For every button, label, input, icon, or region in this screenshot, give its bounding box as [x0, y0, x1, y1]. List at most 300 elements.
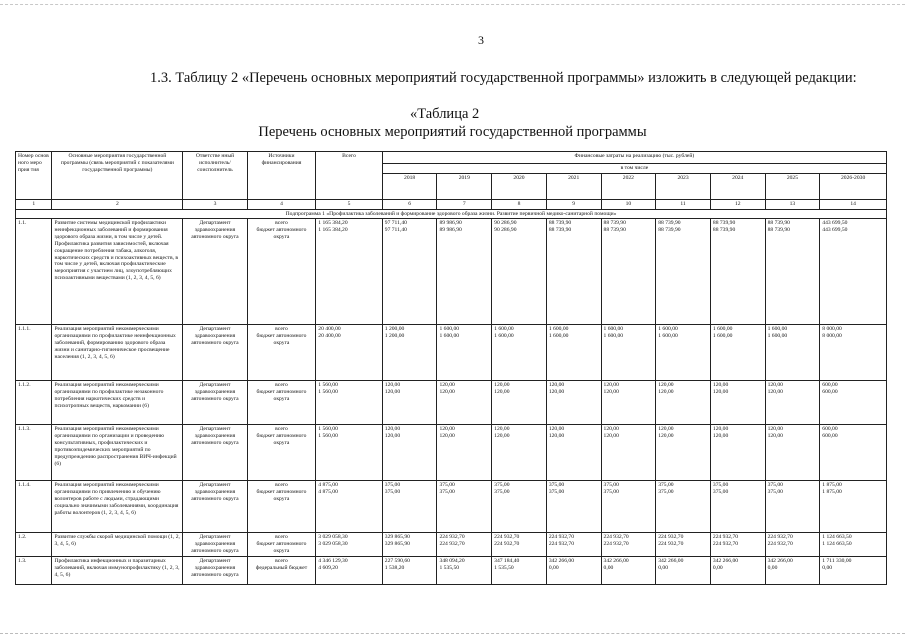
value-budget: 90 286,90: [494, 227, 517, 234]
value-total: [316, 533, 382, 557]
value-budget: 375,00: [767, 489, 783, 496]
measure-name: Развитие системы медицинской профилактики неинфекционных заболеваний и формирования здорового образа жизни, в том числе у детей. Профилактика развития зависимостей, включая сокращение потребления табака, алкоголя, наркотических средств и психоактивных веществ, в том числе у детей, включая профилактические мероприятия с участием лиц, злоупотребляющих психоактивными веществами (1, 2, 3, 4, 5, 6): [52, 219, 183, 325]
value-total: [316, 219, 382, 325]
value-budget: 120,00: [494, 433, 510, 440]
value-total: [316, 381, 382, 425]
measures-table: [15, 151, 887, 585]
value-budget: 88 739,90: [658, 227, 681, 234]
value-budget: 120,00: [712, 389, 729, 396]
value-all-sources: 1 711 330,00: [822, 558, 852, 565]
value-year: [437, 325, 492, 381]
value-budget: 8 000,00: [822, 333, 842, 340]
value-budget: 1 560,00: [318, 433, 338, 440]
measure-number: 1.1.1.: [16, 325, 52, 381]
value-budget: 1 600,00: [494, 333, 514, 340]
table-row: [16, 533, 887, 557]
value-all-sources: 443 699,50: [822, 220, 848, 227]
source-total-label: всего: [275, 382, 288, 389]
value-budget: 1 538,20: [384, 565, 405, 572]
value-year: [656, 533, 711, 557]
measure-executor: Департамент здравоохранения автономного округа: [183, 325, 247, 381]
value-all-sources: 375,00: [658, 482, 674, 489]
value-year: [656, 481, 711, 533]
measure-name: Реализация мероприятий некоммерческими организациями по привлечению и обучению волонтеров работе с людьми, страдающими социально значимыми заболеваниями, координация работы волонтеров (1, 2, 3, 4, 5, 6): [52, 481, 183, 533]
value-all-sources: 120,00: [603, 426, 619, 433]
value-year: [710, 481, 765, 533]
value-year: [710, 557, 765, 585]
header-financial: Финансовые затраты на реализацию (тыс. рублей): [382, 152, 886, 164]
value-all-sources: 120,00: [384, 382, 401, 389]
value-budget: 224 932,70: [603, 541, 629, 548]
subprogram-row: [16, 209, 887, 219]
value-year: [765, 557, 820, 585]
value-budget: 0,00: [603, 565, 614, 572]
value-year: [382, 533, 437, 557]
value-all-sources: 88 739,90: [603, 220, 626, 227]
value-budget: 88 739,90: [712, 227, 736, 234]
header-num: Номер основ ного меро прия тия: [16, 152, 52, 200]
value-year: [382, 557, 437, 585]
year-2024: 2024: [710, 173, 765, 199]
value-budget: 4 875,00: [318, 489, 338, 496]
value-budget: 375,00: [548, 489, 565, 496]
value-all-sources: 1 124 663,50: [822, 534, 852, 541]
value-budget: 4 609,20: [318, 565, 338, 572]
value-year: [437, 381, 492, 425]
value-all-sources: 375,00: [548, 482, 565, 489]
value-budget: 20 400,00: [318, 333, 341, 340]
value-budget: 120,00: [548, 433, 565, 440]
value-budget: 120,00: [439, 389, 455, 396]
value-all-sources: 227 590,60: [384, 558, 410, 565]
value-all-sources: 120,00: [384, 426, 401, 433]
table-row: [16, 381, 887, 425]
year-2019: 2019: [437, 173, 492, 199]
value-all-sources: 120,00: [658, 382, 674, 389]
value-all-sources: 342 266,00: [658, 558, 684, 565]
table-label: «Таблица 2: [410, 106, 480, 122]
value-budget: 375,00: [439, 489, 455, 496]
measure-number: 1.3.: [16, 557, 52, 585]
value-year: [601, 557, 656, 585]
value-year: [492, 381, 547, 425]
value-year: [382, 425, 437, 481]
value-year: [765, 219, 820, 325]
source-budget-label: бюджет автономного округа: [256, 541, 307, 555]
value-all-sources: 88 739,90: [767, 220, 790, 227]
header-total: Всего: [316, 152, 382, 200]
value-budget: 375,00: [384, 489, 401, 496]
source-budget-label: бюджет автономного округа: [256, 389, 307, 403]
value-year: [546, 533, 601, 557]
value-budget: 88 739,90: [767, 227, 790, 234]
value-year: [492, 481, 547, 533]
value-year: [437, 533, 492, 557]
value-all-sources: 224 932,70: [658, 534, 684, 541]
value-budget: 224 932,70: [767, 541, 793, 548]
year-2022: 2022: [601, 173, 656, 199]
col-index: 13: [765, 199, 820, 209]
value-budget: 120,00: [384, 433, 401, 440]
value-year: [492, 533, 547, 557]
value-year: [820, 533, 887, 557]
value-year: [710, 381, 765, 425]
measure-number: 1.1.: [16, 219, 52, 325]
value-all-sources: 88 739,90: [712, 220, 736, 227]
value-year: [492, 325, 547, 381]
col-index: 11: [656, 199, 711, 209]
value-year: [710, 219, 765, 325]
value-budget: 120,00: [548, 389, 565, 396]
value-year: [820, 557, 887, 585]
source-total-label: всего: [275, 326, 288, 333]
value-year: [710, 425, 765, 481]
measure-executor: Департамент здравоохранения автономного округа: [183, 381, 247, 425]
value-all-sources: 224 932,70: [494, 534, 520, 541]
value-budget: 120,00: [603, 433, 619, 440]
value-budget: 600,00: [822, 389, 838, 396]
value-all-sources: 1 600,00: [712, 326, 733, 333]
source-total-label: всего: [275, 220, 288, 227]
value-budget: 88 739,90: [548, 227, 572, 234]
measure-name: Профилактика инфекционных и паразитарных заболеваний, включая иммунопрофилактику (1, 2, 3, 4, 5, 6): [52, 557, 183, 585]
value-year: [546, 481, 601, 533]
value-all-sources: 375,00: [712, 482, 729, 489]
source-budget-label: бюджет автономного округа: [256, 227, 307, 241]
value-all-sources: 89 986,90: [439, 220, 462, 227]
value-all-sources: 1 600,00: [494, 326, 514, 333]
value-year: [546, 557, 601, 585]
table-row: [16, 481, 887, 533]
value-budget: 88 739,90: [603, 227, 626, 234]
value-all-sources: 120,00: [494, 426, 510, 433]
value-budget: 375,00: [603, 489, 619, 496]
value-all-sources: 88 739,90: [658, 220, 681, 227]
value-budget: 0,00: [822, 565, 833, 572]
value-all-sources: 97 711,40: [384, 220, 407, 227]
measure-name: Реализация мероприятий некоммерческими организациями по профилактике незаконного потребления наркотических средств и психотропных веществ, наркомании (6): [52, 381, 183, 425]
value-budget: 3 029 058,30: [318, 541, 348, 548]
value-year: [601, 481, 656, 533]
value-budget: 224 932,70: [494, 541, 520, 548]
value-year: [437, 481, 492, 533]
value-all-sources: 120,00: [439, 382, 455, 389]
value-all-sources: 375,00: [384, 482, 401, 489]
funding-source: [247, 219, 316, 325]
value-all-sources: 120,00: [494, 382, 510, 389]
measure-executor: Департамент здравоохранения автономного округа: [183, 481, 247, 533]
source-total-label: всего: [275, 558, 288, 565]
value-budget: 329 865,90: [384, 541, 410, 548]
source-budget-label: бюджет автономного округа: [256, 489, 307, 503]
value-budget: 1 600,00: [712, 333, 733, 340]
value-all-sources: 88 739,90: [548, 220, 572, 227]
value-budget: 1 600,00: [658, 333, 678, 340]
value-all-sources: 120,00: [548, 426, 565, 433]
value-budget: 443 699,50: [822, 227, 848, 234]
value-year: [492, 425, 547, 481]
value-all-sources: 347 184,40: [494, 558, 520, 565]
value-total: [316, 481, 382, 533]
value-year: [765, 425, 820, 481]
year-2021: 2021: [546, 173, 601, 199]
value-all-sources: 1 600,00: [658, 326, 678, 333]
value-budget: 224 932,70: [658, 541, 684, 548]
measure-name: Развитие службы скорой медицинской помощи (1, 2, 3, 4, 5, 6): [52, 533, 183, 557]
value-year: [382, 381, 437, 425]
value-all-sources: 4 346 129,30: [318, 558, 348, 565]
value-budget: 224 932,70: [439, 541, 465, 548]
value-budget: 375,00: [494, 489, 510, 496]
header-row: [16, 152, 887, 164]
value-year: [382, 219, 437, 325]
value-all-sources: 342 266,00: [712, 558, 739, 565]
value-year: [765, 381, 820, 425]
table-row: [16, 557, 887, 585]
value-budget: 1 535,50: [439, 565, 460, 572]
value-budget: 120,00: [384, 389, 401, 396]
header-including: в том числе: [382, 164, 886, 174]
measure-executor: Департамент здравоохранения автономного округа: [183, 219, 247, 325]
measure-number: 1.1.2.: [16, 381, 52, 425]
value-budget: 375,00: [658, 489, 674, 496]
value-year: [656, 425, 711, 481]
page-top-edge: [0, 4, 905, 5]
col-index: 10: [601, 199, 656, 209]
value-year: [382, 325, 437, 381]
value-all-sources: 1 600,00: [603, 326, 624, 333]
value-budget: 120,00: [712, 433, 729, 440]
value-year: [546, 381, 601, 425]
value-all-sources: 375,00: [603, 482, 619, 489]
col-index: 9: [546, 199, 601, 209]
value-year: [546, 325, 601, 381]
subprogram-title: Подпрограмма 1 «Профилактика заболеваний и формирование здорового образа жизни. Развитие первичной медико-санитарной помощи»: [16, 209, 887, 219]
col-index: 2: [52, 199, 183, 209]
value-budget: 0,00: [712, 565, 723, 572]
value-year: [710, 325, 765, 381]
value-all-sources: 3 029 058,30: [318, 534, 348, 541]
value-all-sources: 1 600,00: [767, 326, 788, 333]
funding-source: [247, 533, 316, 557]
value-all-sources: 1 560,00: [318, 426, 338, 433]
column-index-row: [16, 199, 887, 209]
value-budget: 1 200,00: [384, 333, 405, 340]
value-year: [601, 219, 656, 325]
value-all-sources: 120,00: [658, 426, 674, 433]
col-index: 5: [316, 199, 382, 209]
value-budget: 120,00: [603, 389, 619, 396]
value-total: [316, 425, 382, 481]
col-index: 12: [710, 199, 765, 209]
value-all-sources: 8 000,00: [822, 326, 842, 333]
value-year: [765, 533, 820, 557]
value-all-sources: 600,00: [822, 382, 838, 389]
value-all-sources: 120,00: [712, 426, 729, 433]
value-all-sources: 600,00: [822, 426, 838, 433]
col-index: 6: [382, 199, 437, 209]
value-year: [820, 481, 887, 533]
value-budget: 1 560,00: [318, 389, 338, 396]
source-budget-label: бюджет автономного округа: [256, 433, 307, 447]
value-all-sources: 20 400,00: [318, 326, 341, 333]
col-index: 8: [492, 199, 547, 209]
value-year: [437, 219, 492, 325]
value-budget: 1 535,50: [494, 565, 514, 572]
value-budget: 97 711,40: [384, 227, 407, 234]
table-title: Перечень основных мероприятий государственной программы: [258, 124, 647, 140]
value-budget: 120,00: [439, 433, 455, 440]
value-budget: 1 875,00: [822, 489, 842, 496]
value-all-sources: 224 932,70: [548, 534, 574, 541]
value-all-sources: 1 560,00: [318, 382, 338, 389]
value-all-sources: 1 600,00: [439, 326, 460, 333]
value-year: [492, 219, 547, 325]
col-index: 1: [16, 199, 52, 209]
source-total-label: всего: [275, 482, 288, 489]
value-budget: 1 124 663,50: [822, 541, 852, 548]
measure-executor: Департамент здравоохранения автономного округа: [183, 533, 247, 557]
value-all-sources: 120,00: [603, 382, 619, 389]
value-all-sources: 342 266,00: [767, 558, 793, 565]
value-all-sources: 120,00: [767, 426, 783, 433]
value-year: [601, 533, 656, 557]
table-row: [16, 425, 887, 481]
year-2026-2030: 2026-2030: [820, 173, 887, 199]
table-row: [16, 219, 887, 325]
measure-name: Реализация мероприятий некоммерческими организациями по организации и проведению консультативных, профилактических и противоэпидемических мероприятий по предупреждению распространения ВИЧ-инфекций (6): [52, 425, 183, 481]
value-all-sources: 342 266,00: [548, 558, 574, 565]
value-budget: 1 600,00: [767, 333, 788, 340]
year-2018: 2018: [382, 173, 437, 199]
page-bottom-edge: [0, 633, 905, 634]
value-year: [437, 557, 492, 585]
value-budget: 0,00: [767, 565, 778, 572]
source-budget-label: федеральный бюджет: [255, 565, 308, 572]
value-year: [382, 481, 437, 533]
value-year: [820, 325, 887, 381]
col-index: 3: [183, 199, 247, 209]
value-year: [710, 533, 765, 557]
measure-number: 1.2.: [16, 533, 52, 557]
header-executor: Ответстве нный исполнитель/ соисполнитель: [183, 152, 247, 200]
funding-source: [247, 381, 316, 425]
value-all-sources: 1 200,00: [384, 326, 405, 333]
value-all-sources: 120,00: [712, 382, 729, 389]
value-all-sources: 224 932,70: [603, 534, 629, 541]
year-2025: 2025: [765, 173, 820, 199]
value-budget: 120,00: [658, 389, 674, 396]
value-all-sources: 224 932,70: [767, 534, 793, 541]
value-budget: 224 932,70: [548, 541, 574, 548]
value-year: [765, 325, 820, 381]
value-budget: 0,00: [658, 565, 668, 572]
value-budget: 1 600,00: [603, 333, 624, 340]
page-number: 3: [478, 33, 484, 47]
value-budget: 1 600,00: [548, 333, 569, 340]
value-all-sources: 90 286,90: [494, 220, 517, 227]
header-measures: Основные мероприятия государственной программы (связь мероприятий с показателями государственной программы): [52, 152, 183, 200]
value-budget: 0,00: [548, 565, 559, 572]
value-year: [546, 219, 601, 325]
value-budget: 1 600,00: [439, 333, 460, 340]
value-year: [601, 381, 656, 425]
value-all-sources: 120,00: [439, 426, 455, 433]
source-budget-label: бюджет автономного округа: [256, 333, 307, 347]
value-all-sources: 224 932,70: [712, 534, 739, 541]
table-row: [16, 325, 887, 381]
source-total-label: всего: [275, 426, 288, 433]
value-year: [437, 425, 492, 481]
value-all-sources: 1 600,00: [548, 326, 569, 333]
value-all-sources: 375,00: [767, 482, 783, 489]
value-all-sources: 342 266,00: [603, 558, 629, 565]
value-all-sources: 120,00: [548, 382, 565, 389]
value-all-sources: 1 875,00: [822, 482, 842, 489]
value-year: [765, 481, 820, 533]
value-total: [316, 557, 382, 585]
measure-executor: Департамент здравоохранения автономного округа: [183, 557, 247, 585]
funding-source: [247, 425, 316, 481]
value-budget: 120,00: [658, 433, 674, 440]
measure-executor: Департамент здравоохранения автономного округа: [183, 425, 247, 481]
value-all-sources: 4 875,00: [318, 482, 338, 489]
value-all-sources: 348 094,20: [439, 558, 465, 565]
value-budget: 89 986,90: [439, 227, 462, 234]
col-index: 4: [247, 199, 316, 209]
col-index: 7: [437, 199, 492, 209]
value-year: [492, 557, 547, 585]
source-total-label: всего: [275, 534, 288, 541]
year-2020: 2020: [492, 173, 547, 199]
value-year: [820, 425, 887, 481]
funding-source: [247, 557, 316, 585]
value-year: [820, 219, 887, 325]
value-budget: 600,00: [822, 433, 838, 440]
value-budget: 120,00: [494, 389, 510, 396]
value-budget: 120,00: [767, 389, 783, 396]
funding-source: [247, 481, 316, 533]
measure-name: Реализация мероприятий некоммерческими организациями по профилактике неинфекционных заболеваний, формированию здорового образа жизни и санитарно-гигиеническое просвещение населения (1, 2, 3, 4, 5, 6): [52, 325, 183, 381]
value-all-sources: 1 165 384,20: [318, 220, 348, 227]
amendment-heading: 1.3. Таблицу 2 «Перечень основных мероприятий государственной программы» изложить в следующей редакции:: [150, 70, 857, 86]
value-all-sources: 120,00: [767, 382, 783, 389]
year-2023: 2023: [656, 173, 711, 199]
value-year: [656, 381, 711, 425]
measure-number: 1.1.4.: [16, 481, 52, 533]
value-year: [656, 325, 711, 381]
value-year: [601, 425, 656, 481]
value-budget: 120,00: [767, 433, 783, 440]
value-budget: 375,00: [712, 489, 729, 496]
value-budget: 224 932,70: [712, 541, 739, 548]
value-year: [656, 557, 711, 585]
value-all-sources: 375,00: [439, 482, 455, 489]
header-source: Источники финансирования: [247, 152, 316, 200]
value-year: [820, 381, 887, 425]
value-total: [316, 325, 382, 381]
value-year: [656, 219, 711, 325]
value-year: [546, 425, 601, 481]
value-budget: 1 165 384,20: [318, 227, 348, 234]
value-all-sources: 224 932,70: [439, 534, 465, 541]
measure-number: 1.1.3.: [16, 425, 52, 481]
funding-source: [247, 325, 316, 381]
col-index: 14: [820, 199, 887, 209]
value-all-sources: 329 865,90: [384, 534, 410, 541]
value-year: [601, 325, 656, 381]
value-all-sources: 375,00: [494, 482, 510, 489]
